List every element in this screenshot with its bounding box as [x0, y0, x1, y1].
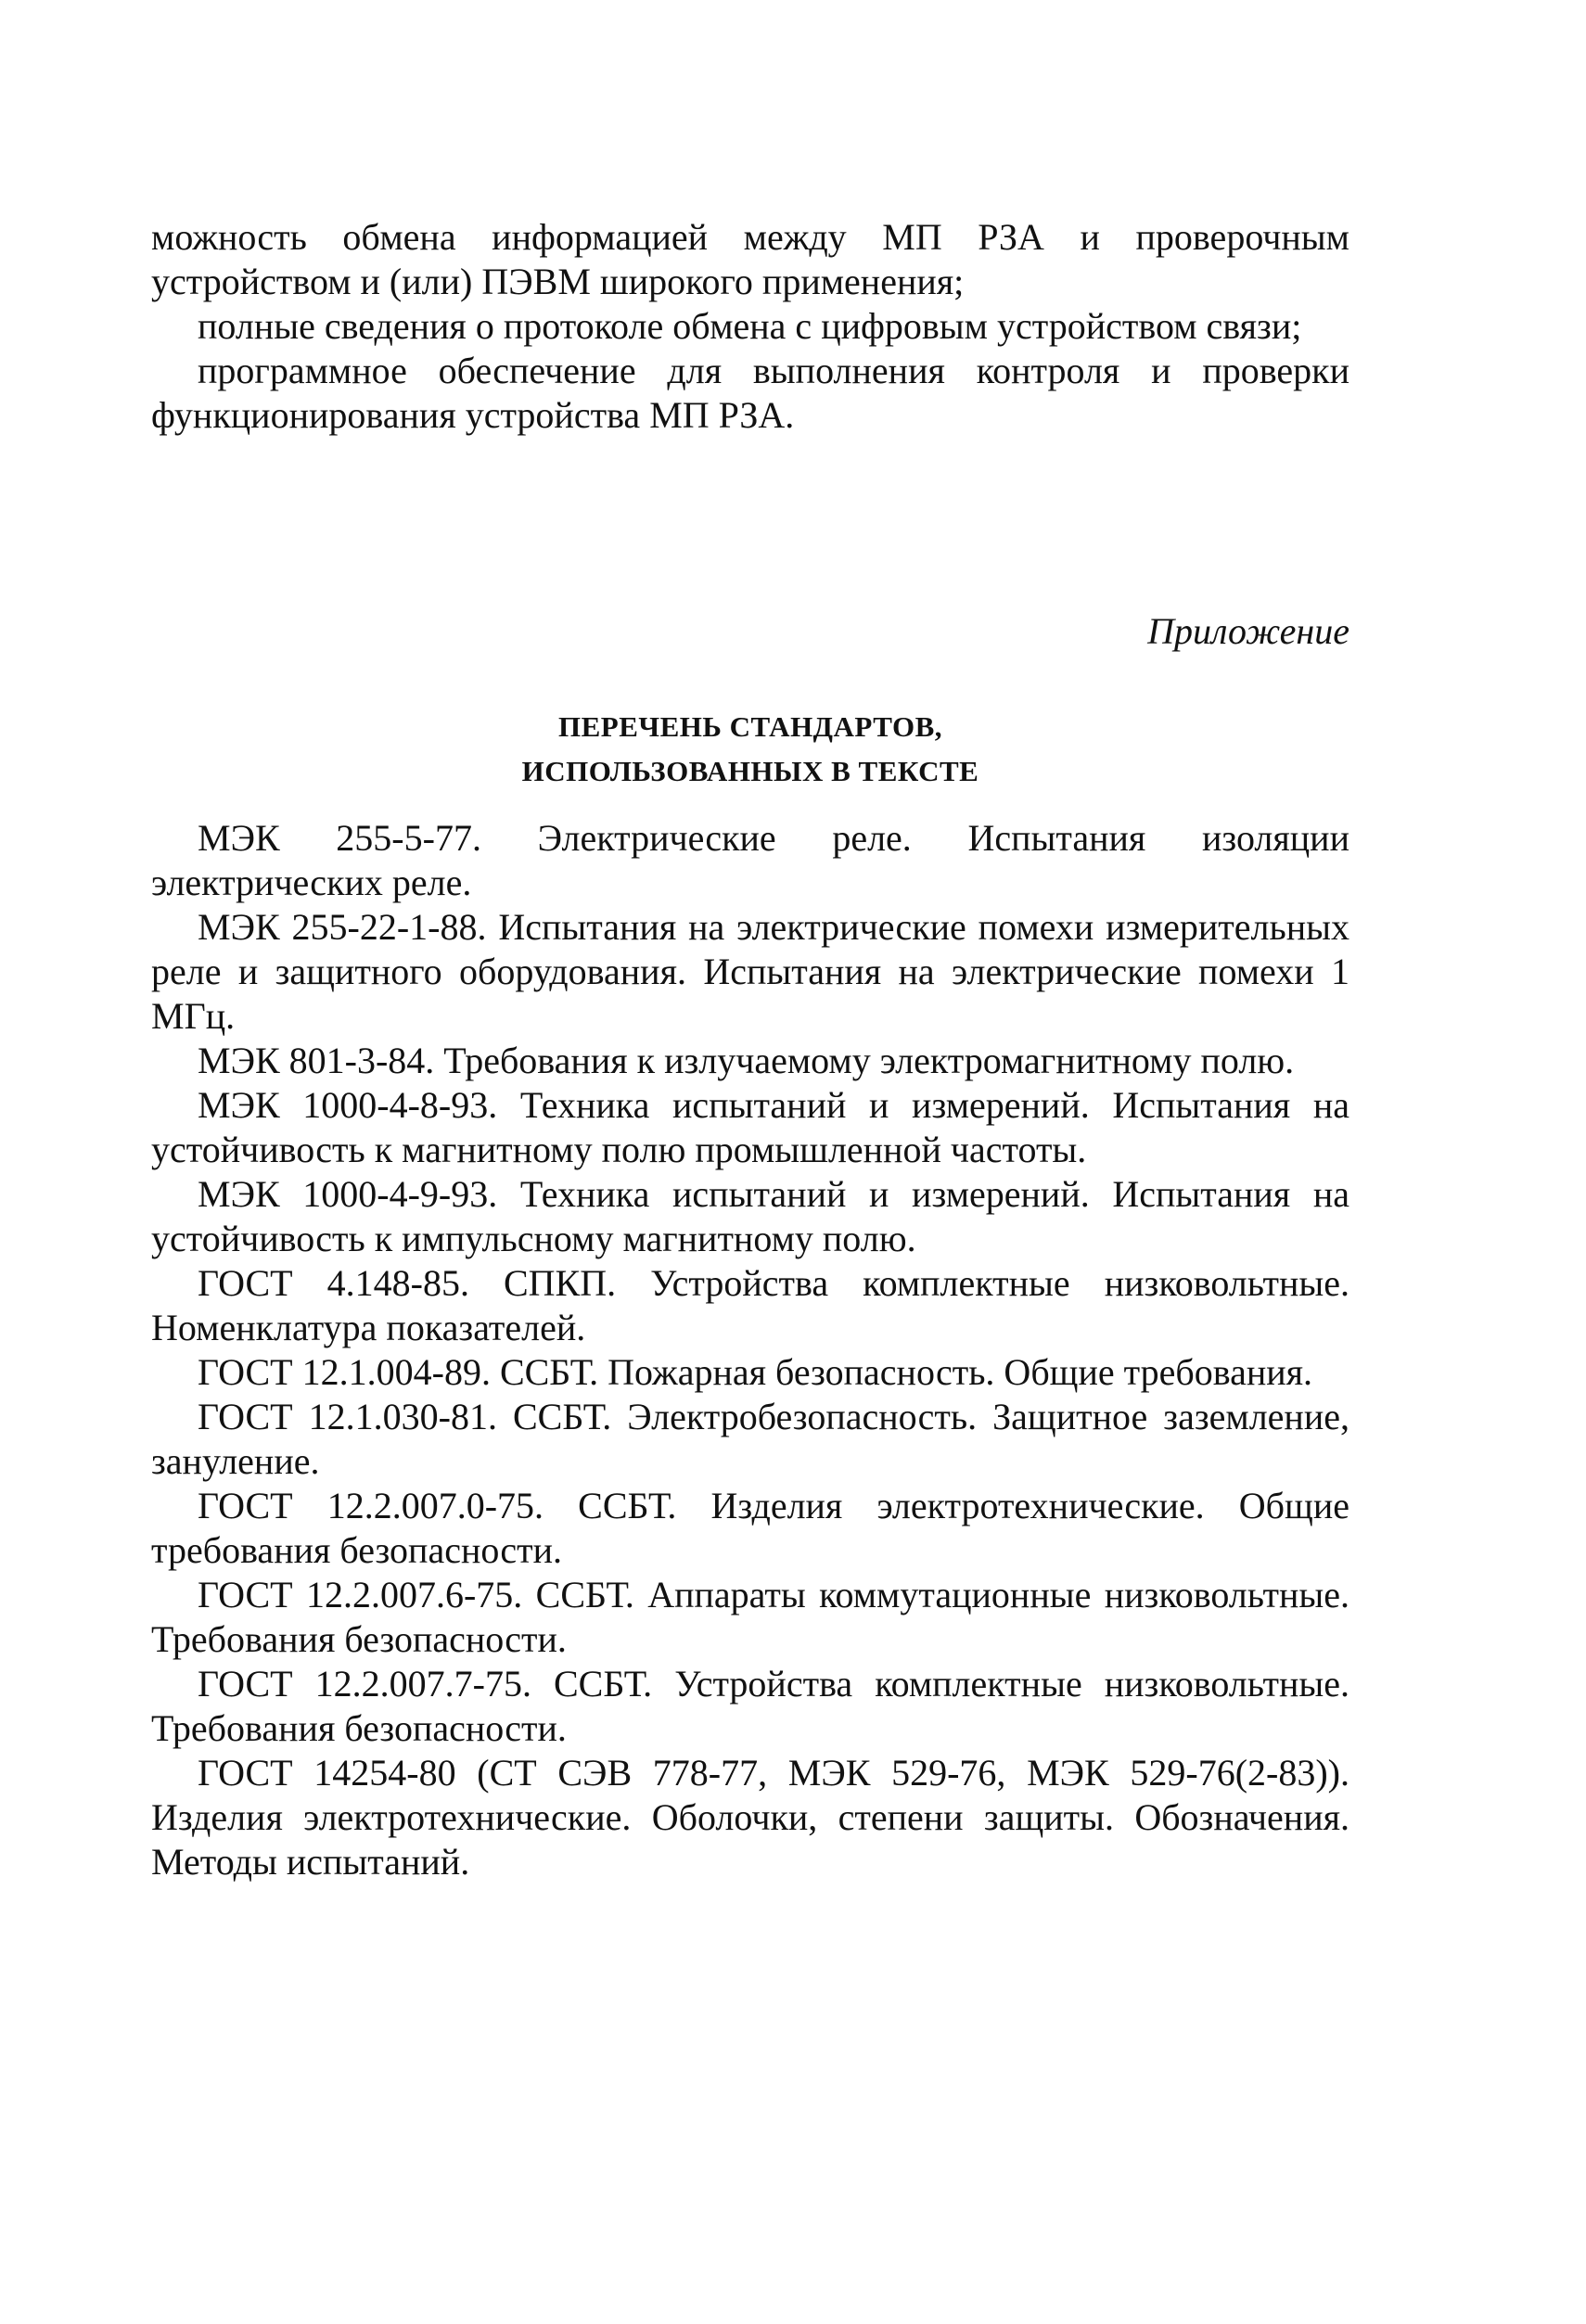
standards-list [151, 816, 1349, 1884]
standard-entry: ГОСТ 4.148-85. СПКП. Устройства комплектные низковольтные. Номенклатура показателей. [151, 1262, 1349, 1348]
appendix-label: Приложение [1147, 610, 1349, 652]
standard-entry: ГОСТ 14254-80 (СТ СЭВ 778-77, МЭК 529-76, МЭК 529-76(2-83)). Изделия электротехнические. Оболочки, степени защиты. Обозначения. Методы испытаний. [151, 1752, 1349, 1883]
intro-continuation-paragraph: можность обмена информацией между МП РЗА и проверочным устройством и (или) ПЭВМ широкого применения; [151, 216, 1349, 302]
appendix-title [151, 705, 1349, 794]
standard-entry: МЭК 1000-4-8-93. Техника испытаний и измерений. Испытания на устойчивость к магнитному полю промышленной частоты. [151, 1084, 1349, 1170]
intro-list-item: программное обеспечение для выполнения контроля и проверки функционирования устройства МП РЗА. [151, 350, 1349, 436]
standard-entry: ГОСТ 12.1.004-89. ССБТ. Пожарная безопасность. Общие требования. [198, 1351, 1313, 1393]
standard-entry: МЭК 255-5-77. Электрические реле. Испытания изоляции электрических реле. [151, 817, 1349, 903]
standard-entry: МЭК 1000-4-9-93. Техника испытаний и измерений. Испытания на устойчивость к импульсному магнитному полю. [151, 1173, 1349, 1259]
standard-entry: МЭК 255-22-1-88. Испытания на электрические помехи измерительных реле и защитного оборудования. Испытания на электрические помехи 1 МГц. [151, 906, 1349, 1037]
intro-section [151, 215, 1349, 438]
standard-entry: ГОСТ 12.1.030-81. ССБТ. Электробезопасность. Защитное заземление, зануление. [151, 1396, 1349, 1482]
standard-entry: ГОСТ 12.2.007.0-75. ССБТ. Изделия электротехнические. Общие требования безопасности. [151, 1485, 1349, 1571]
standard-entry: МЭК 801-3-84. Требования к излучаемому электромагнитному полю. [198, 1040, 1295, 1081]
standard-entry: ГОСТ 12.2.007.6-75. ССБТ. Аппараты коммутационные низковольтные. Требования безопасности. [151, 1574, 1349, 1660]
appendix-title-line: ИСПОЛЬЗОВАННЫХ В ТЕКСТЕ [521, 755, 979, 787]
intro-list-item: полные сведения о протоколе обмена с цифровым устройством связи; [198, 305, 1302, 347]
standard-entry: ГОСТ 12.2.007.7-75. ССБТ. Устройства комплектные низковольтные. Требования безопасности. [151, 1663, 1349, 1749]
appendix-title-line: ПЕРЕЧЕНЬ СТАНДАРТОВ, [557, 710, 943, 743]
